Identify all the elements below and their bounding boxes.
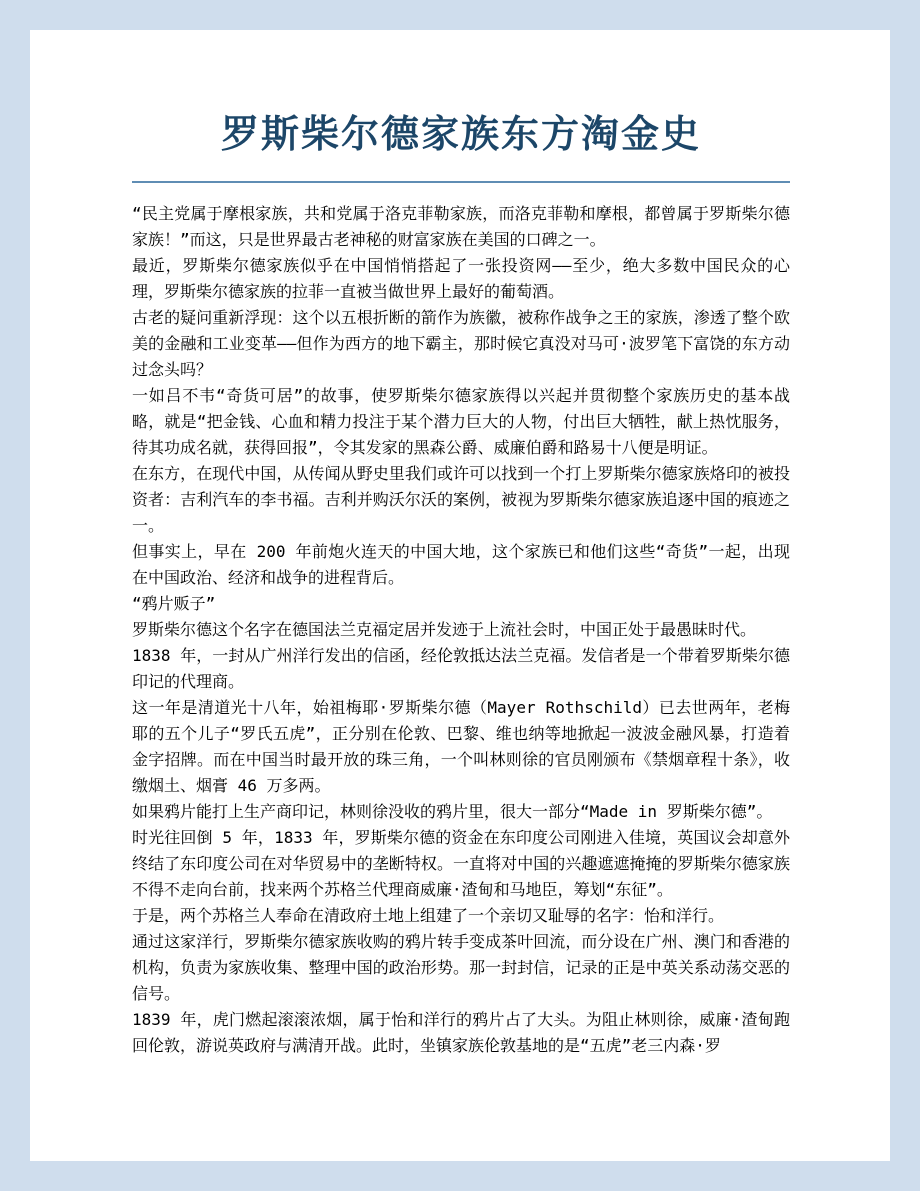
title-divider	[132, 181, 790, 183]
page-title: 罗斯柴尔德家族东方淘金史	[220, 112, 701, 156]
paragraph: 古老的疑问重新浮现：这个以五根折断的箭作为族徽，被称作战争之王的家族，渗透了整个欧美的金融和工业变革——但作为西方的地下霸主，那时候它真没对马可·波罗笔下富饶的东方动过念头吗？	[132, 308, 790, 380]
paragraph: 在东方，在现代中国，从传闻从野史里我们或许可以找到一个打上罗斯柴尔德家族烙印的被投资者：吉利汽车的李书福。吉利并购沃尔沃的案例，被视为罗斯柴尔德家族追逐中国的痕迹之一。	[132, 464, 790, 536]
paragraph: 罗斯柴尔德这个名字在德国法兰克福定居并发迹于上流社会时，中国正处于最愚昧时代。	[132, 620, 757, 640]
paragraph-subheading: “鸦片贩子”	[132, 594, 216, 614]
paragraph: 一如吕不韦“奇货可居”的故事，使罗斯柴尔德家族得以兴起并贯彻整个家族历史的基本战略，就是“把金钱、心血和精力投注于某个潜力巨大的人物，付出巨大牺牲，献上热忱服务，待其功成名就，获得回报”，令其发家的黑森公爵、威廉伯爵和路易十八便是明证。	[132, 386, 790, 458]
paragraph: 如果鸦片能打上生产商印记，林则徐没收的鸦片里，很大一部分“Made in 罗斯柴尔德”。	[132, 802, 773, 822]
paragraph: 1839 年，虎门燃起滚滚浓烟，属于怡和洋行的鸦片占了大头。为阻止林则徐，威廉·渣甸跑回伦敦，游说英政府与满清开战。此时，坐镇家族伦敦基地的是“五虎”老三内森·罗	[132, 1010, 790, 1056]
paragraph: 这一年是清道光十八年，始祖梅耶·罗斯柴尔德（Mayer Rothschild）已去世两年，老梅耶的五个儿子“罗氏五虎”，正分别在伦敦、巴黎、维也纳等地掀起一波波金融风暴，打造着金字招牌。而在中国当时最开放的珠三角，一个叫林则徐的官员刚颁布《禁烟章程十条》，收缴烟土、烟膏 46 万多两。	[132, 698, 790, 796]
paragraph: 通过这家洋行，罗斯柴尔德家族收购的鸦片转手变成茶叶回流，而分设在广州、澳门和香港的机构，负责为家族收集、整理中国的政治形势。那一封封信，记录的正是中英关系动荡交恶的信号。	[132, 932, 790, 1004]
paragraph: 于是，两个苏格兰人奉命在清政府土地上组建了一个亲切又耻辱的名字：怡和洋行。	[132, 906, 725, 926]
paragraph: 最近，罗斯柴尔德家族似乎在中国悄悄搭起了一张投资网——至少，绝大多数中国民众的心理，罗斯柴尔德家族的拉菲一直被当做世界上最好的葡萄酒。	[132, 256, 790, 302]
paragraph: 1838 年，一封从广州洋行发出的信函，经伦敦抵达法兰克福。发信者是一个带着罗斯柴尔德印记的代理商。	[132, 646, 790, 692]
document-body	[132, 201, 790, 1059]
paragraph: 时光往回倒 5 年，1833 年，罗斯柴尔德的资金在东印度公司刚进入佳境，英国议会却意外终结了东印度公司在对华贸易中的垄断特权。一直将对中国的兴趣遮遮掩掩的罗斯柴尔德家族不得不走向台前，找来两个苏格兰代理商威廉·渣甸和马地臣，筹划“东征”。	[132, 828, 790, 900]
paragraph: 但事实上，早在 200 年前炮火连天的中国大地，这个家族已和他们这些“奇货”一起，出现在中国政治、经济和战争的进程背后。	[132, 542, 790, 588]
paragraph: “民主党属于摩根家族，共和党属于洛克菲勒家族，而洛克菲勒和摩根，都曾属于罗斯柴尔德家族！”而这，只是世界最古老神秘的财富家族在美国的口碑之一。	[132, 204, 790, 250]
document-page	[30, 30, 890, 1161]
